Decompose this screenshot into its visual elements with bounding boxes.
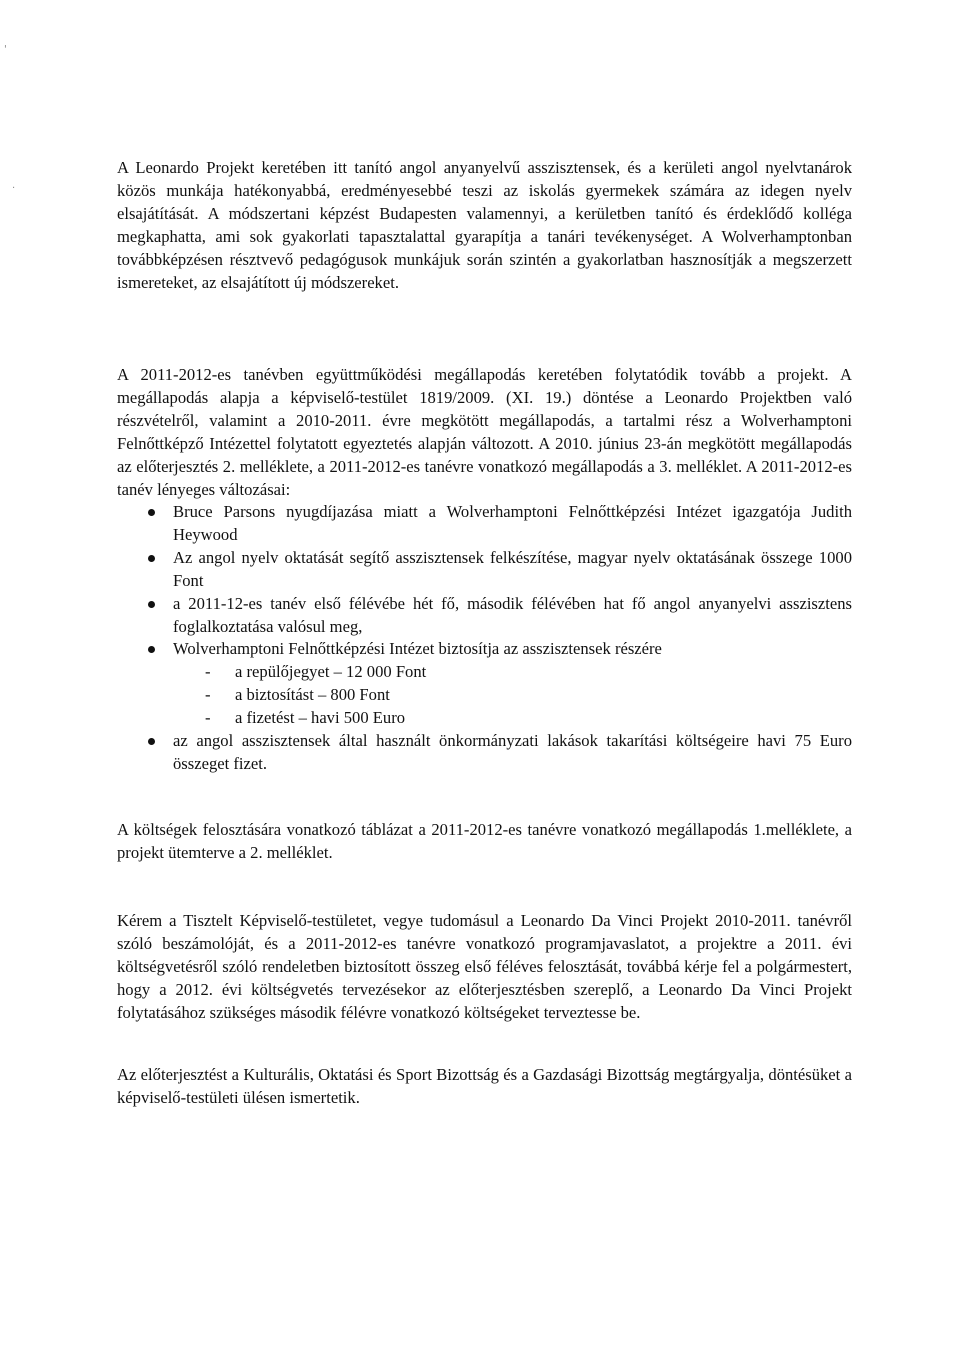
paragraph-committee: Az előterjesztést a Kulturális, Oktatási és Sport Bizottság és a Gazdasági Bizottság megtárgyalja, döntésüket a képviselő-testületi ülésen ismertetik. — [117, 1065, 852, 1107]
dash-icon: - — [205, 685, 211, 705]
paragraph-request: Kérem a Tisztelt Képviselő-testületet, vegye tudomásul a Leonardo Da Vinci Projekt 2010-2011. tanévről szóló beszámolóját, és a 2011-2012-es tanévre vonatkozó programjavaslatot, a projektre a 2011. évi költségvetésről szóló rendeletben biztosított összeg első féléves felosztását, továbbá kérje fel a polgármestert, hogy a 2012. évi költségvetés tervezésekor az előterjesztésben szereplő, a Leonardo Da Vinci Projekt folytatásához szükséges második félévre vonatkozó költségeket terveztesse be. — [117, 911, 852, 1022]
scan-mark: . — [12, 180, 16, 191]
bullet-icon — [148, 646, 155, 653]
bullet-icon — [148, 555, 155, 562]
sub-list-item: - a repülőjegyet – 12 000 Font — [205, 661, 852, 684]
sub-list-item: - a biztosítást – 800 Font — [205, 684, 852, 707]
list-item: a 2011-12-es tanév első félévébe hét fő, második félévében hat fő angol anyanyelvi asszisztens foglalkoztatása valósul meg, — [117, 593, 852, 639]
paragraph-leonardo-intro: A Leonardo Projekt keretében itt tanító angol anyanyelvű asszisztensek, és a kerületi angol nyelvtanárok közös munkája hatékonyabbá, eredményesebbé teszi az iskolás gyermekek számára az idegen nyelv elsajátítását. A módszertani képzést Budapesten valamennyi, a kerületben tanító és érdeklődő kolléga megkaphatta, ami sok gyakorlati tapasztalattal gyarapítja a tanári tevékenységet. A Wolverhamptonban továbbképzésen résztvevő pedagógusok munkájuk során szintén a gyakorlatban hasznosítják a megszerzett ismereteket, az elsajátított új módszereket. — [117, 158, 852, 292]
changes-list — [117, 501, 852, 776]
dash-icon: - — [205, 708, 211, 728]
list-item: Az angol nyelv oktatását segítő asszisztensek felkészítése, magyar nyelv oktatásának összege 1000 Font — [117, 547, 852, 593]
bullet-icon — [148, 509, 155, 516]
dash-icon: - — [205, 662, 211, 682]
paragraph-cost-table: A költségek felosztására vonatkozó táblázat a 2011-2012-es tanévre vonatkozó megállapodás 1.melléklete, a projekt ütemterve a 2. melléklet. — [117, 820, 852, 862]
list-item: Wolverhamptoni Felnőttképzési Intézet biztosítja az asszisztensek részére - a repülőjegyet – 12 000 Font - a biztosítást – 800 Font - a fizetést – havi 500 Euro — [117, 638, 852, 730]
bullet-icon — [148, 601, 155, 608]
bullet-icon — [148, 738, 155, 745]
sub-list-item: - a fizetést – havi 500 Euro — [205, 707, 852, 730]
sub-list — [173, 661, 852, 730]
list-item: az angol asszisztensek által használt önkormányzati lakások takarítási költségeire havi 75 Euro összeget fizet. — [117, 730, 852, 776]
paragraph-2011-2012-agreement: A 2011-2012-es tanévben együttműködési megállapodás keretében folytatódik tovább a projekt. A megállapodás alapja a képviselő-testület 1819/2009. (XI. 19.) döntése a Leonardo Projektben való részvételről, valamint a 2010-2011. évre megkötött megállapodás, a tartalmi rész a Wolverhamptoni Felnőttképző Intézettel folytatott egyeztetés alapján változott. A 2010. június 23-án megkötött megállapodás az előterjesztés 2. melléklete, a 2011-2012-es tanévre vonatkozó megállapodás a 3. melléklet. A 2011-2012-es tanév lényeges változásai: — [117, 365, 852, 499]
scan-mark: ' — [4, 44, 7, 55]
list-item: Bruce Parsons nyugdíjazása miatt a Wolverhamptoni Felnőttképzési Intézet igazgatója Judith Heywood — [117, 501, 852, 547]
